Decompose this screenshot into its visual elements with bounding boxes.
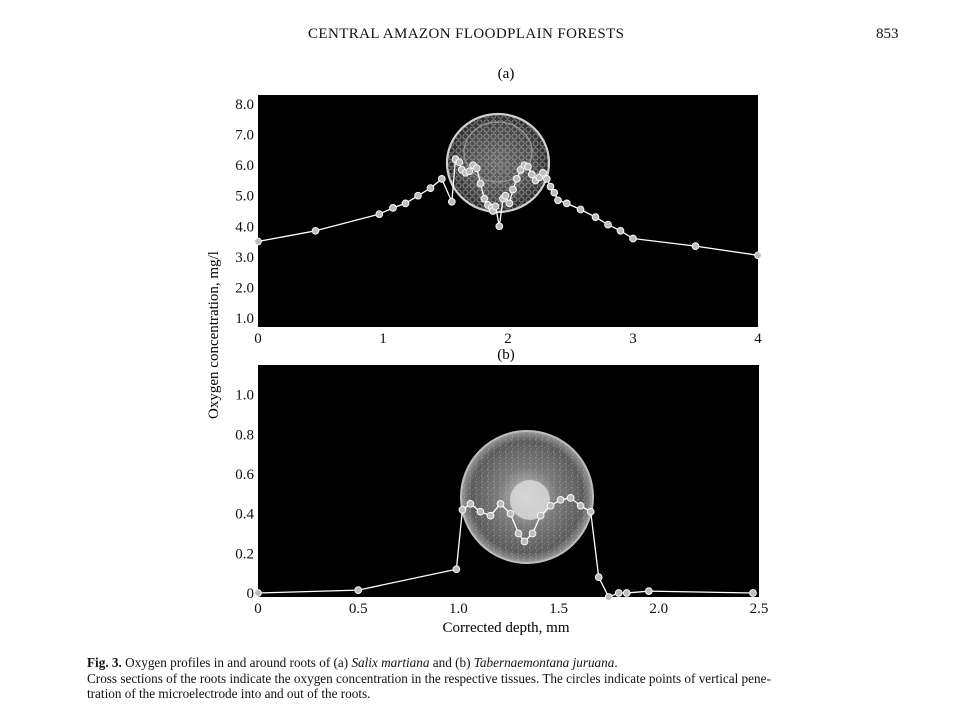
data-point	[466, 168, 473, 175]
y-axis-label: Oxygen concentration, mg/l	[206, 251, 222, 419]
y-tick-label: 2.0	[235, 280, 254, 297]
x-tick-label: 2.0	[649, 601, 669, 617]
data-point	[390, 205, 397, 212]
panel-a-label: (a)	[497, 66, 515, 82]
data-point	[506, 200, 513, 207]
data-point	[543, 176, 550, 183]
y-tick-label: 0.8	[235, 427, 254, 444]
y-tick-label: 5.0	[235, 188, 254, 205]
x-tick-label: 0	[254, 331, 262, 347]
data-point	[525, 163, 532, 170]
panel-b-y-ticks	[235, 388, 254, 602]
y-tick-label: 6.0	[235, 158, 254, 175]
data-point	[502, 192, 509, 199]
running-title: CENTRAL AMAZON FLOODPLAIN FORESTS	[308, 26, 625, 42]
data-point	[755, 252, 762, 259]
data-point	[617, 227, 624, 234]
data-point	[555, 197, 562, 204]
data-point	[750, 590, 757, 597]
x-tick-label: 2.5	[749, 601, 769, 617]
data-point	[513, 176, 520, 183]
data-point	[692, 243, 699, 250]
x-tick-label: 1.0	[449, 601, 468, 617]
data-point	[567, 495, 574, 502]
y-tick-label: 1.0	[235, 387, 254, 404]
data-point	[402, 200, 409, 207]
data-point	[563, 200, 570, 207]
data-point	[487, 512, 494, 519]
data-point	[592, 214, 599, 221]
data-point	[510, 186, 517, 193]
data-point	[255, 238, 262, 245]
caption-text: and (b)	[432, 655, 471, 670]
data-point	[312, 227, 319, 234]
data-point	[456, 159, 463, 166]
figure-caption	[87, 655, 907, 702]
species-b: Tabernaemontana juruana	[473, 655, 615, 670]
data-point	[438, 176, 445, 183]
x-axis-label: Corrected depth, mm	[442, 620, 570, 636]
data-point	[473, 165, 480, 172]
data-point	[605, 594, 612, 601]
data-point	[528, 171, 535, 178]
data-point	[507, 510, 514, 517]
y-tick-label: 0.2	[235, 546, 254, 563]
data-point	[492, 203, 499, 210]
data-point	[515, 530, 522, 537]
data-point	[481, 195, 488, 202]
data-point	[467, 500, 474, 507]
x-tick-label: 4	[754, 331, 762, 347]
data-point	[630, 235, 637, 242]
data-point	[577, 502, 584, 509]
page-number: 853	[876, 26, 899, 42]
y-tick-label: 0	[246, 586, 254, 602]
y-tick-label: 4.0	[235, 219, 254, 236]
data-point	[547, 502, 554, 509]
x-tick-label: 1.5	[549, 601, 568, 617]
x-tick-label: 3	[629, 331, 637, 347]
data-point	[496, 223, 503, 230]
caption-line-3: tration of the microelectrode into and out of the roots.	[87, 686, 371, 701]
y-tick-label: 8.0	[235, 97, 254, 114]
x-tick-label: 0	[254, 601, 262, 617]
data-point	[595, 574, 602, 581]
data-point	[477, 508, 484, 515]
caption-text: .	[614, 655, 618, 670]
x-tick-label: 0.5	[348, 601, 368, 617]
data-point	[537, 512, 544, 519]
data-point	[615, 590, 622, 597]
data-point	[623, 590, 630, 597]
figure-number: Fig. 3.	[87, 655, 122, 670]
y-tick-label: 1.0	[235, 310, 254, 327]
panel-b	[235, 365, 768, 617]
data-point	[540, 169, 547, 176]
data-point	[645, 588, 652, 595]
y-tick-label: 3.0	[235, 249, 254, 266]
panel-a-y-ticks	[235, 97, 254, 327]
caption-text: Oxygen profiles in and around roots of (a)	[125, 655, 349, 670]
data-point	[453, 566, 460, 573]
panel-a-x-ticks	[254, 331, 762, 347]
data-point	[529, 530, 536, 537]
data-point	[415, 192, 422, 199]
data-point	[477, 180, 484, 187]
data-point	[587, 508, 594, 515]
data-point	[448, 198, 455, 205]
data-point	[497, 500, 504, 507]
data-point	[551, 189, 558, 196]
data-point	[427, 185, 434, 192]
caption-line-2: Cross sections of the roots indicate the oxygen concentration in the respective tissues. The circles indicate points of vertical pene-	[87, 670, 771, 686]
x-tick-label: 2	[504, 331, 512, 347]
panel-a	[235, 95, 762, 347]
panel-b-label: (b)	[497, 347, 515, 363]
y-tick-label: 7.0	[235, 127, 254, 144]
y-tick-label: 0.6	[235, 467, 254, 484]
data-point	[521, 538, 528, 545]
species-a: Salix martiana	[351, 655, 430, 670]
data-point	[255, 590, 262, 597]
x-tick-label: 1	[379, 331, 387, 347]
y-tick-label: 0.4	[235, 506, 254, 523]
data-point	[376, 211, 383, 218]
data-point	[355, 587, 362, 594]
data-point	[605, 221, 612, 228]
data-point	[577, 206, 584, 213]
caption-line-1	[87, 655, 907, 671]
panel-b-x-ticks	[254, 601, 768, 617]
data-point	[547, 183, 554, 190]
data-point	[557, 496, 564, 503]
data-point	[459, 506, 466, 513]
